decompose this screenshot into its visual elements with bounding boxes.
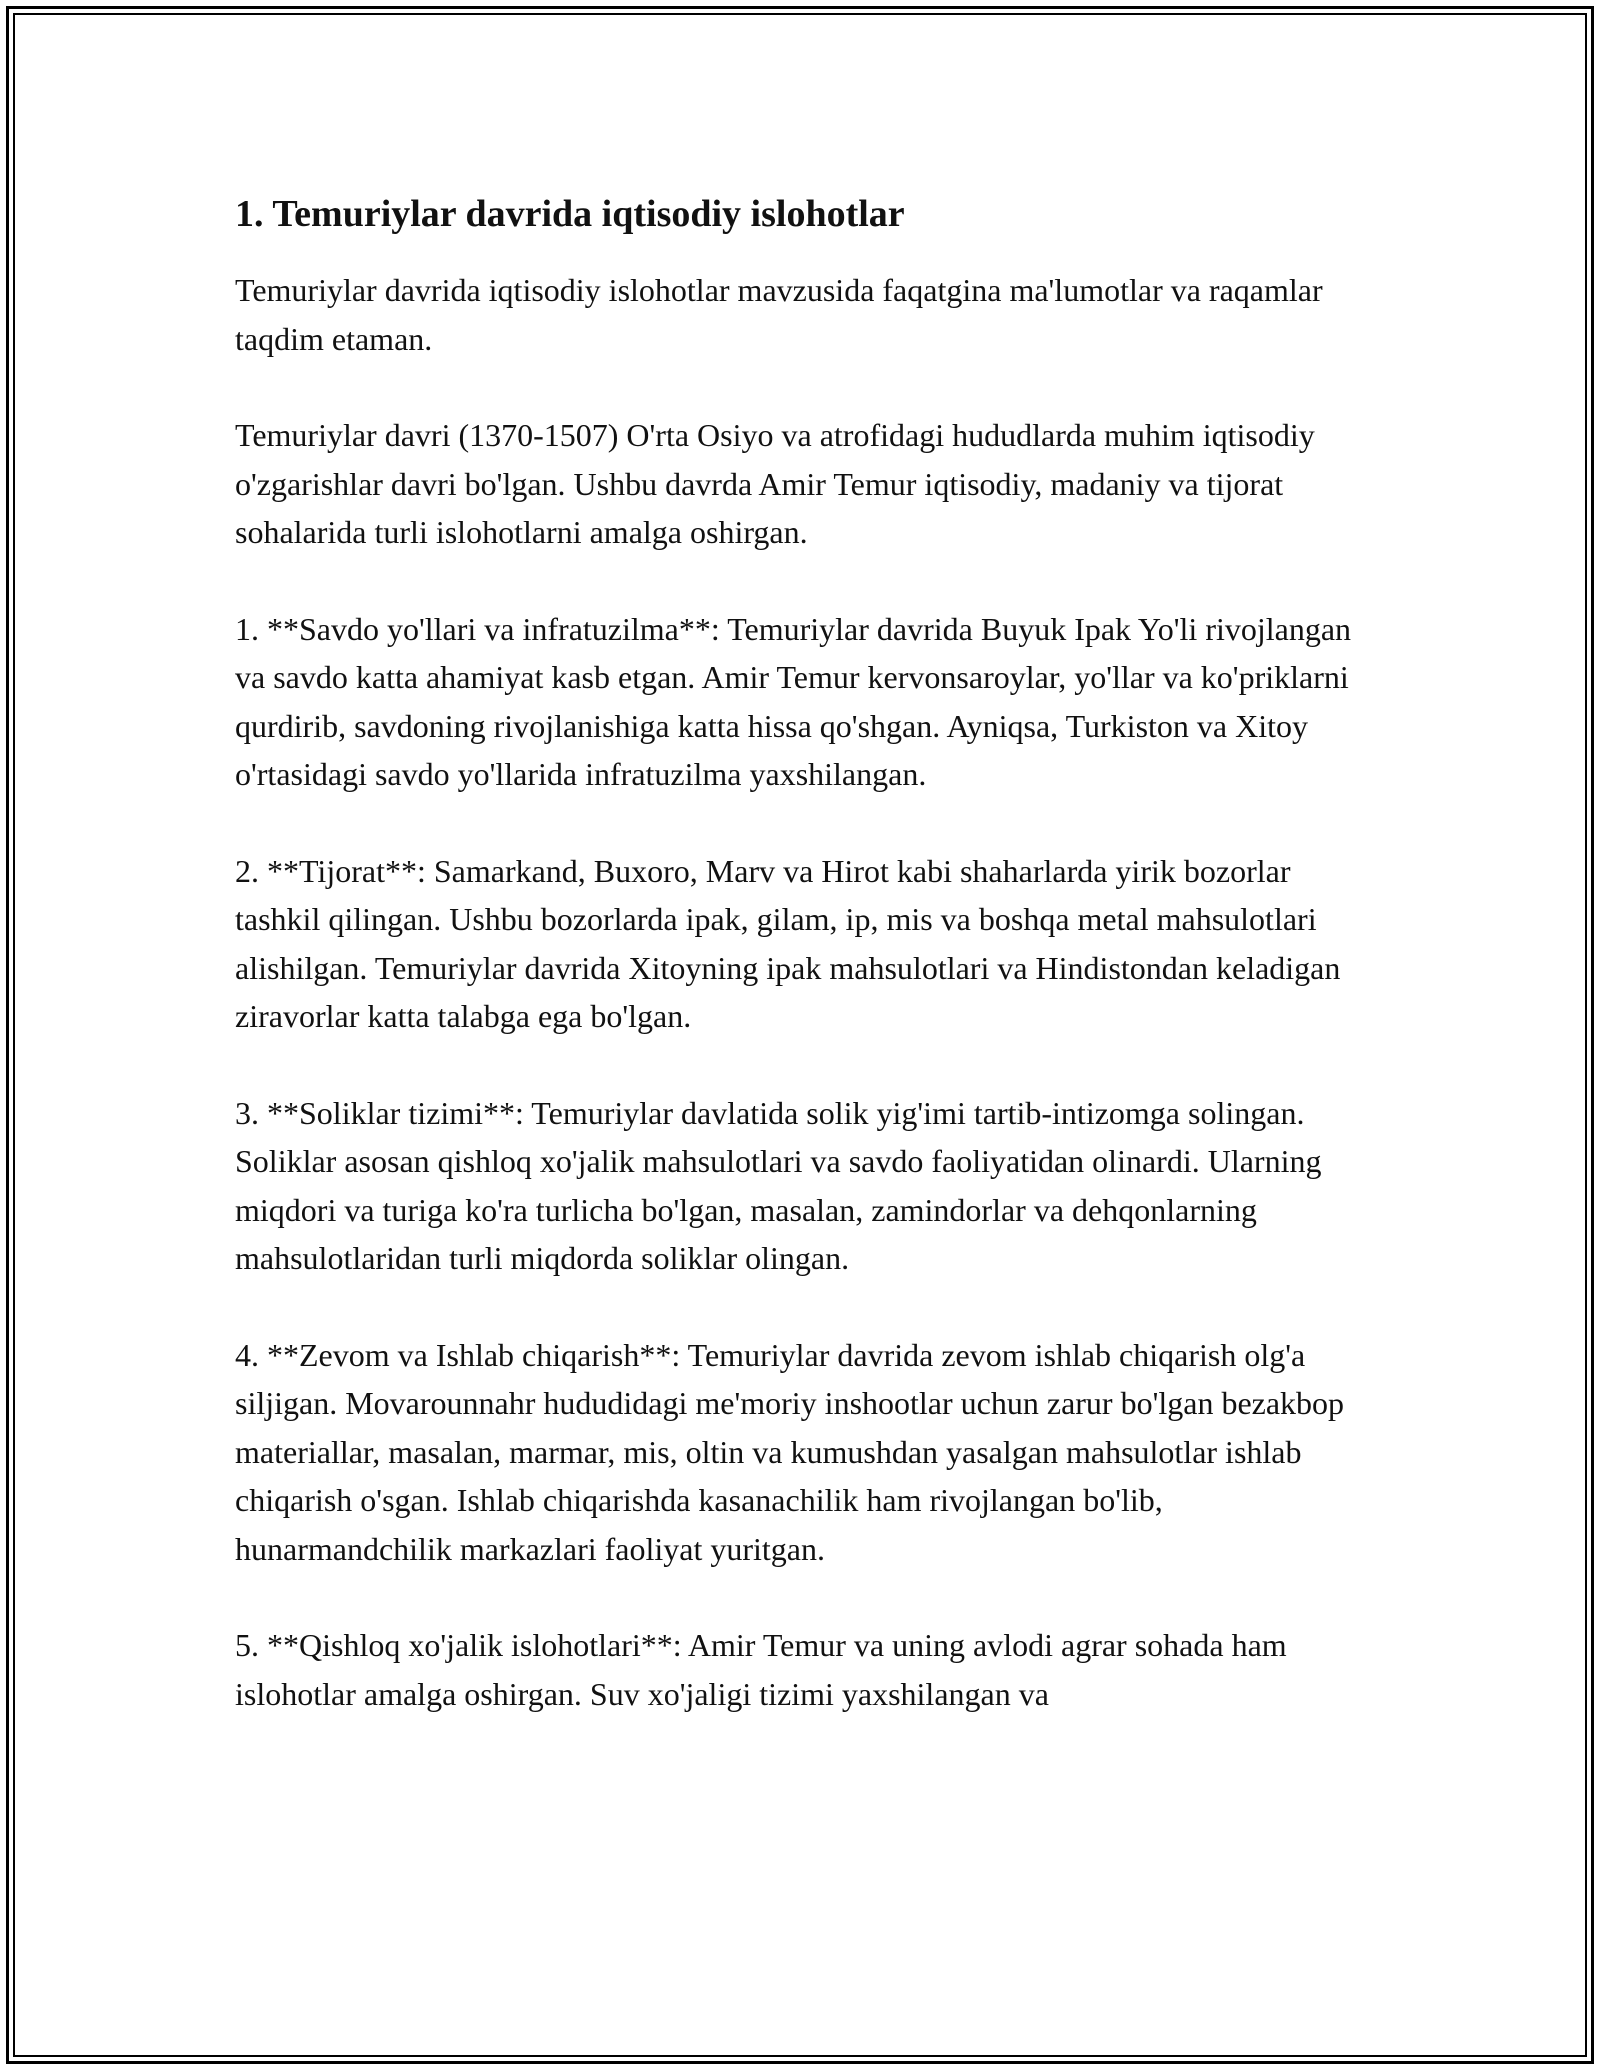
document-body xyxy=(235,190,1380,1766)
paragraph-trade-routes: 1. **Savdo yo'llari va infratuzilma**: Temuriylar davrida Buyuk Ipak Yo'li rivojlangan va savdo katta ahamiyat kasb etgan. Amir Temur kervonsaroylar, yo'llar va ko'priklarni qurdirib, savdoning rivojlanishiga katta hissa qo'shgan. Ayniqsa, Turkiston va Xitoy o'rtasidagi savdo yo'llarida infratuzilma yaxshilangan. xyxy=(235,610,1352,792)
document-title: 1. Temuriylar davrida iqtisodiy islohotlar xyxy=(235,193,905,235)
paragraph-overview: Temuriylar davri (1370-1507) O'rta Osiyo va atrofidagi hududlarda muhim iqtisodiy o'zgarishlar davri bo'lgan. Ushbu davrda Amir Temur iqtisodiy, madaniy va tijorat sohalarida turli islohotlarni amalga oshirgan. xyxy=(235,417,1315,550)
paragraph-production: 4. **Zevom va Ishlab chiqarish**: Temuriylar davrida zevom ishlab chiqarish olg'a siljigan. Movarounnahr hududidagi me'moriy inshootlar uchun zarur bo'lgan bezakbop materiallar, masalan, marmar, mis, oltin va kumushdan yasalgan mahsulotlar ishlab chiqarish o'sgan. Ishlab chiqarishda kasanachilik ham rivojlangan bo'lib, hunarmandchilik markazlari faoliyat yuritgan. xyxy=(235,1336,1345,1567)
paragraph-tax-system: 3. **Soliklar tizimi**: Temuriylar davlatida solik yig'imi tartib-intizomga solingan. Soliklar asosan qishloq xo'jalik mahsulotlari va savdo faoliyatidan olinardi. Ularning miqdori va turiga ko'ra turlicha bo'lgan, masalan, zamindorlar va dehqonlarning mahsulotlaridan turli miqdorda soliklar olingan. xyxy=(235,1094,1322,1276)
paragraph-agriculture: 5. **Qishloq xo'jalik islohotlari**: Amir Temur va uning avlodi agrar sohada ham islohotlar amalga oshirgan. Suv xo'jaligi tizimi yaxshilangan va xyxy=(235,1627,1287,1712)
paragraph-intro: Temuriylar davrida iqtisodiy islohotlar mavzusida faqatgina ma'lumotlar va raqamlar taqdim etaman. xyxy=(235,272,1323,357)
paragraph-commerce: 2. **Tijorat**: Samarkand, Buxoro, Marv va Hirot kabi shaharlarda yirik bozorlar tashkil qilingan. Ushbu bozorlarda ipak, gilam, ip, mis va boshqa metal mahsulotlari alishilgan. Temuriylar davrida Xitoyning ipak mahsulotlari va Hindistondan keladigan ziravorlar katta talabga ega bo'lgan. xyxy=(235,852,1341,1034)
